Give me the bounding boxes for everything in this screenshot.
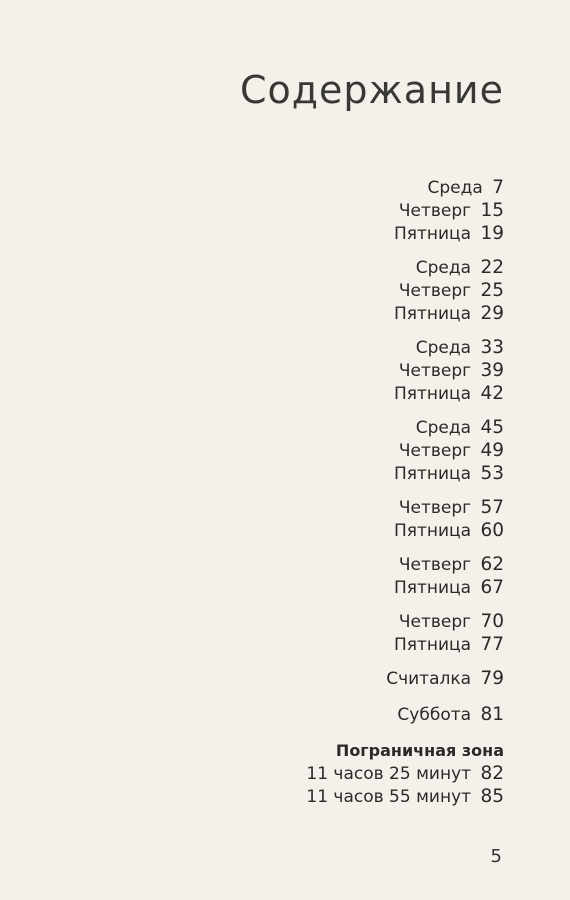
toc-entry-page: 53 — [480, 463, 504, 484]
toc-entry-label: Четверг — [398, 555, 472, 575]
toc-entry — [306, 785, 504, 808]
toc-entry — [306, 256, 504, 279]
toc-entry-page: 81 — [480, 704, 504, 725]
toc-group — [306, 667, 504, 690]
toc-entry-label: Четверг — [398, 361, 472, 381]
toc-entry — [306, 302, 504, 325]
toc-entry-page: 29 — [480, 303, 504, 324]
toc-entry-label: Четверг — [398, 498, 472, 518]
toc-entry-label: Суббота — [397, 705, 472, 725]
toc-entry — [306, 222, 504, 245]
toc-entry-page: 70 — [480, 611, 504, 632]
toc-entry-page: 19 — [480, 223, 504, 244]
toc-group — [306, 553, 504, 599]
toc-entry-label: Среда — [415, 258, 472, 278]
toc-entry-page: 25 — [480, 280, 504, 301]
toc-entry — [306, 176, 504, 199]
toc-entry-label: 11 часов 25 минут — [306, 764, 472, 784]
toc-group — [306, 703, 504, 726]
toc-entry — [306, 462, 504, 485]
toc-section — [306, 739, 504, 808]
toc-group — [306, 176, 504, 245]
toc-entry-label: Пятница — [393, 384, 472, 404]
toc-group — [306, 256, 504, 325]
toc-entry — [306, 416, 504, 439]
toc-entry-page: 45 — [480, 417, 504, 438]
toc-entry-label: Пятница — [393, 304, 472, 324]
toc-entry — [306, 382, 504, 405]
toc-entry — [306, 279, 504, 302]
toc-entry-page: 22 — [480, 257, 504, 278]
toc-entry-page: 62 — [480, 554, 504, 575]
toc-entry — [306, 439, 504, 462]
toc-section-heading: Пограничная зона — [335, 741, 504, 760]
toc-entry-page: 7 — [492, 177, 504, 198]
toc-entry-label: Среда — [427, 178, 483, 198]
toc-entry-label: Пятница — [393, 521, 472, 541]
toc-entry-label: Четверг — [398, 281, 472, 301]
toc-entry — [306, 762, 504, 785]
toc-group — [306, 610, 504, 656]
toc-entry-label: Пятница — [393, 635, 472, 655]
toc-group — [306, 496, 504, 542]
toc-entry-label: Четверг — [398, 201, 472, 221]
toc-entry — [306, 519, 504, 542]
toc-entry-page: 39 — [480, 360, 504, 381]
toc-group — [306, 336, 504, 405]
page-number: 5 — [490, 846, 502, 867]
toc-entry — [306, 336, 504, 359]
toc-entry-label: Пятница — [393, 224, 472, 244]
toc-entry-page: 49 — [480, 440, 504, 461]
toc-entry — [306, 553, 504, 576]
toc-entry-page: 85 — [480, 786, 504, 807]
toc-entry — [306, 496, 504, 519]
toc-entry-label: Четверг — [398, 612, 472, 632]
toc-entry-page: 33 — [480, 337, 504, 358]
toc-entry-page: 15 — [480, 200, 504, 221]
toc-entry-page: 67 — [480, 577, 504, 598]
toc-entry-label: Пятница — [393, 464, 472, 484]
toc-entry-label: 11 часов 55 минут — [306, 787, 472, 807]
toc-entry-label: Среда — [415, 418, 472, 438]
toc-entry — [306, 199, 504, 222]
toc-entry-page: 79 — [480, 668, 504, 689]
toc-entry — [306, 359, 504, 382]
toc-entry — [306, 667, 504, 690]
toc-entry-page: 60 — [480, 520, 504, 541]
page-title: Содержание — [240, 68, 504, 112]
toc-entry — [306, 703, 504, 726]
toc-entry — [306, 633, 504, 656]
toc-entry-page: 57 — [480, 497, 504, 518]
toc-entry — [306, 610, 504, 633]
toc-entry-label: Пятница — [393, 578, 472, 598]
toc-entry-page: 82 — [480, 763, 504, 784]
toc-entry — [306, 576, 504, 599]
toc-entry-page: 42 — [480, 383, 504, 404]
toc-group — [306, 416, 504, 485]
toc-entry-label: Четверг — [398, 441, 472, 461]
toc-entry-label: Среда — [415, 338, 472, 358]
toc-entry-page: 77 — [480, 634, 504, 655]
table-of-contents — [306, 176, 504, 819]
toc-entry-label: Считалка — [386, 669, 472, 689]
